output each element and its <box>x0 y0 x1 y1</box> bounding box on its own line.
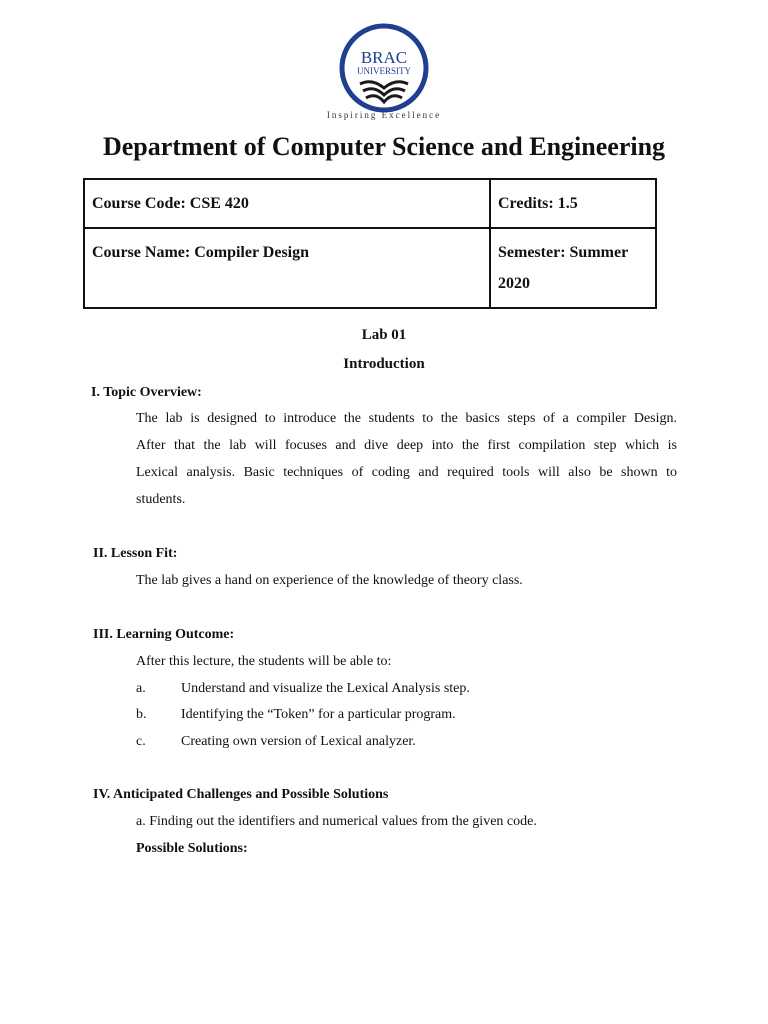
course-code-cell: Course Code: CSE 420 <box>84 179 490 228</box>
semester-cell <box>490 228 656 308</box>
topic-overview-paragraph <box>136 405 677 513</box>
semester-line1: Semester: Summer <box>498 244 629 261</box>
list-item-text: Creating own version of Lexical analyzer. <box>181 734 416 749</box>
semester-line2: 2020 <box>498 275 530 292</box>
logo-name-line2: UNIVERSITY <box>357 66 411 76</box>
challenge-item-a: a. Finding out the identifiers and numerical values from the given code. <box>136 814 537 829</box>
possible-solutions-label: Possible Solutions: <box>136 841 248 856</box>
logo-tagline: Inspiring Excellence <box>326 110 442 120</box>
lesson-fit-text: The lab gives a hand on experience of the knowledge of theory class. <box>136 573 523 588</box>
table-row <box>84 228 656 308</box>
table-row <box>84 179 656 228</box>
topic-overview-line: Lexical analysis. Basic techniques of coding and required tools will also be shown to <box>136 465 677 480</box>
list-marker: c. <box>136 734 146 749</box>
lesson-fit-heading: II. Lesson Fit: <box>93 546 178 561</box>
learning-outcome-heading: III. Learning Outcome: <box>93 627 235 642</box>
challenges-heading: IV. Anticipated Challenges and Possible Solutions <box>93 787 389 802</box>
list-item <box>136 681 470 697</box>
department-title: Department of Computer Science and Engineering <box>102 132 666 161</box>
topic-overview-line: The lab is designed to introduce the students to the basics steps of a compiler Design. <box>136 411 677 426</box>
brac-university-logo <box>332 20 436 124</box>
list-marker: a. <box>136 681 146 696</box>
credits-cell: Credits: 1.5 <box>490 179 656 228</box>
course-name-cell: Course Name: Compiler Design <box>84 228 490 308</box>
list-item <box>136 734 416 750</box>
list-item-text: Identifying the “Token” for a particular program. <box>181 707 456 722</box>
topic-overview-line: After that the lab will focuses and dive deep into the first compilation step which is <box>136 438 677 453</box>
lab-number: Lab 01 <box>361 327 407 343</box>
learning-outcome-intro: After this lecture, the students will be able to: <box>136 654 392 669</box>
list-item <box>136 707 456 723</box>
topic-overview-heading: I. Topic Overview: <box>91 385 202 400</box>
list-item-text: Understand and visualize the Lexical Analysis step. <box>181 681 470 696</box>
topic-overview-line: students. <box>136 492 186 507</box>
course-info-table <box>83 178 657 309</box>
list-marker: b. <box>136 707 147 722</box>
open-book-icon <box>360 82 408 102</box>
logo-name-line1: BRAC <box>360 48 408 67</box>
lab-title: Introduction <box>343 356 425 372</box>
